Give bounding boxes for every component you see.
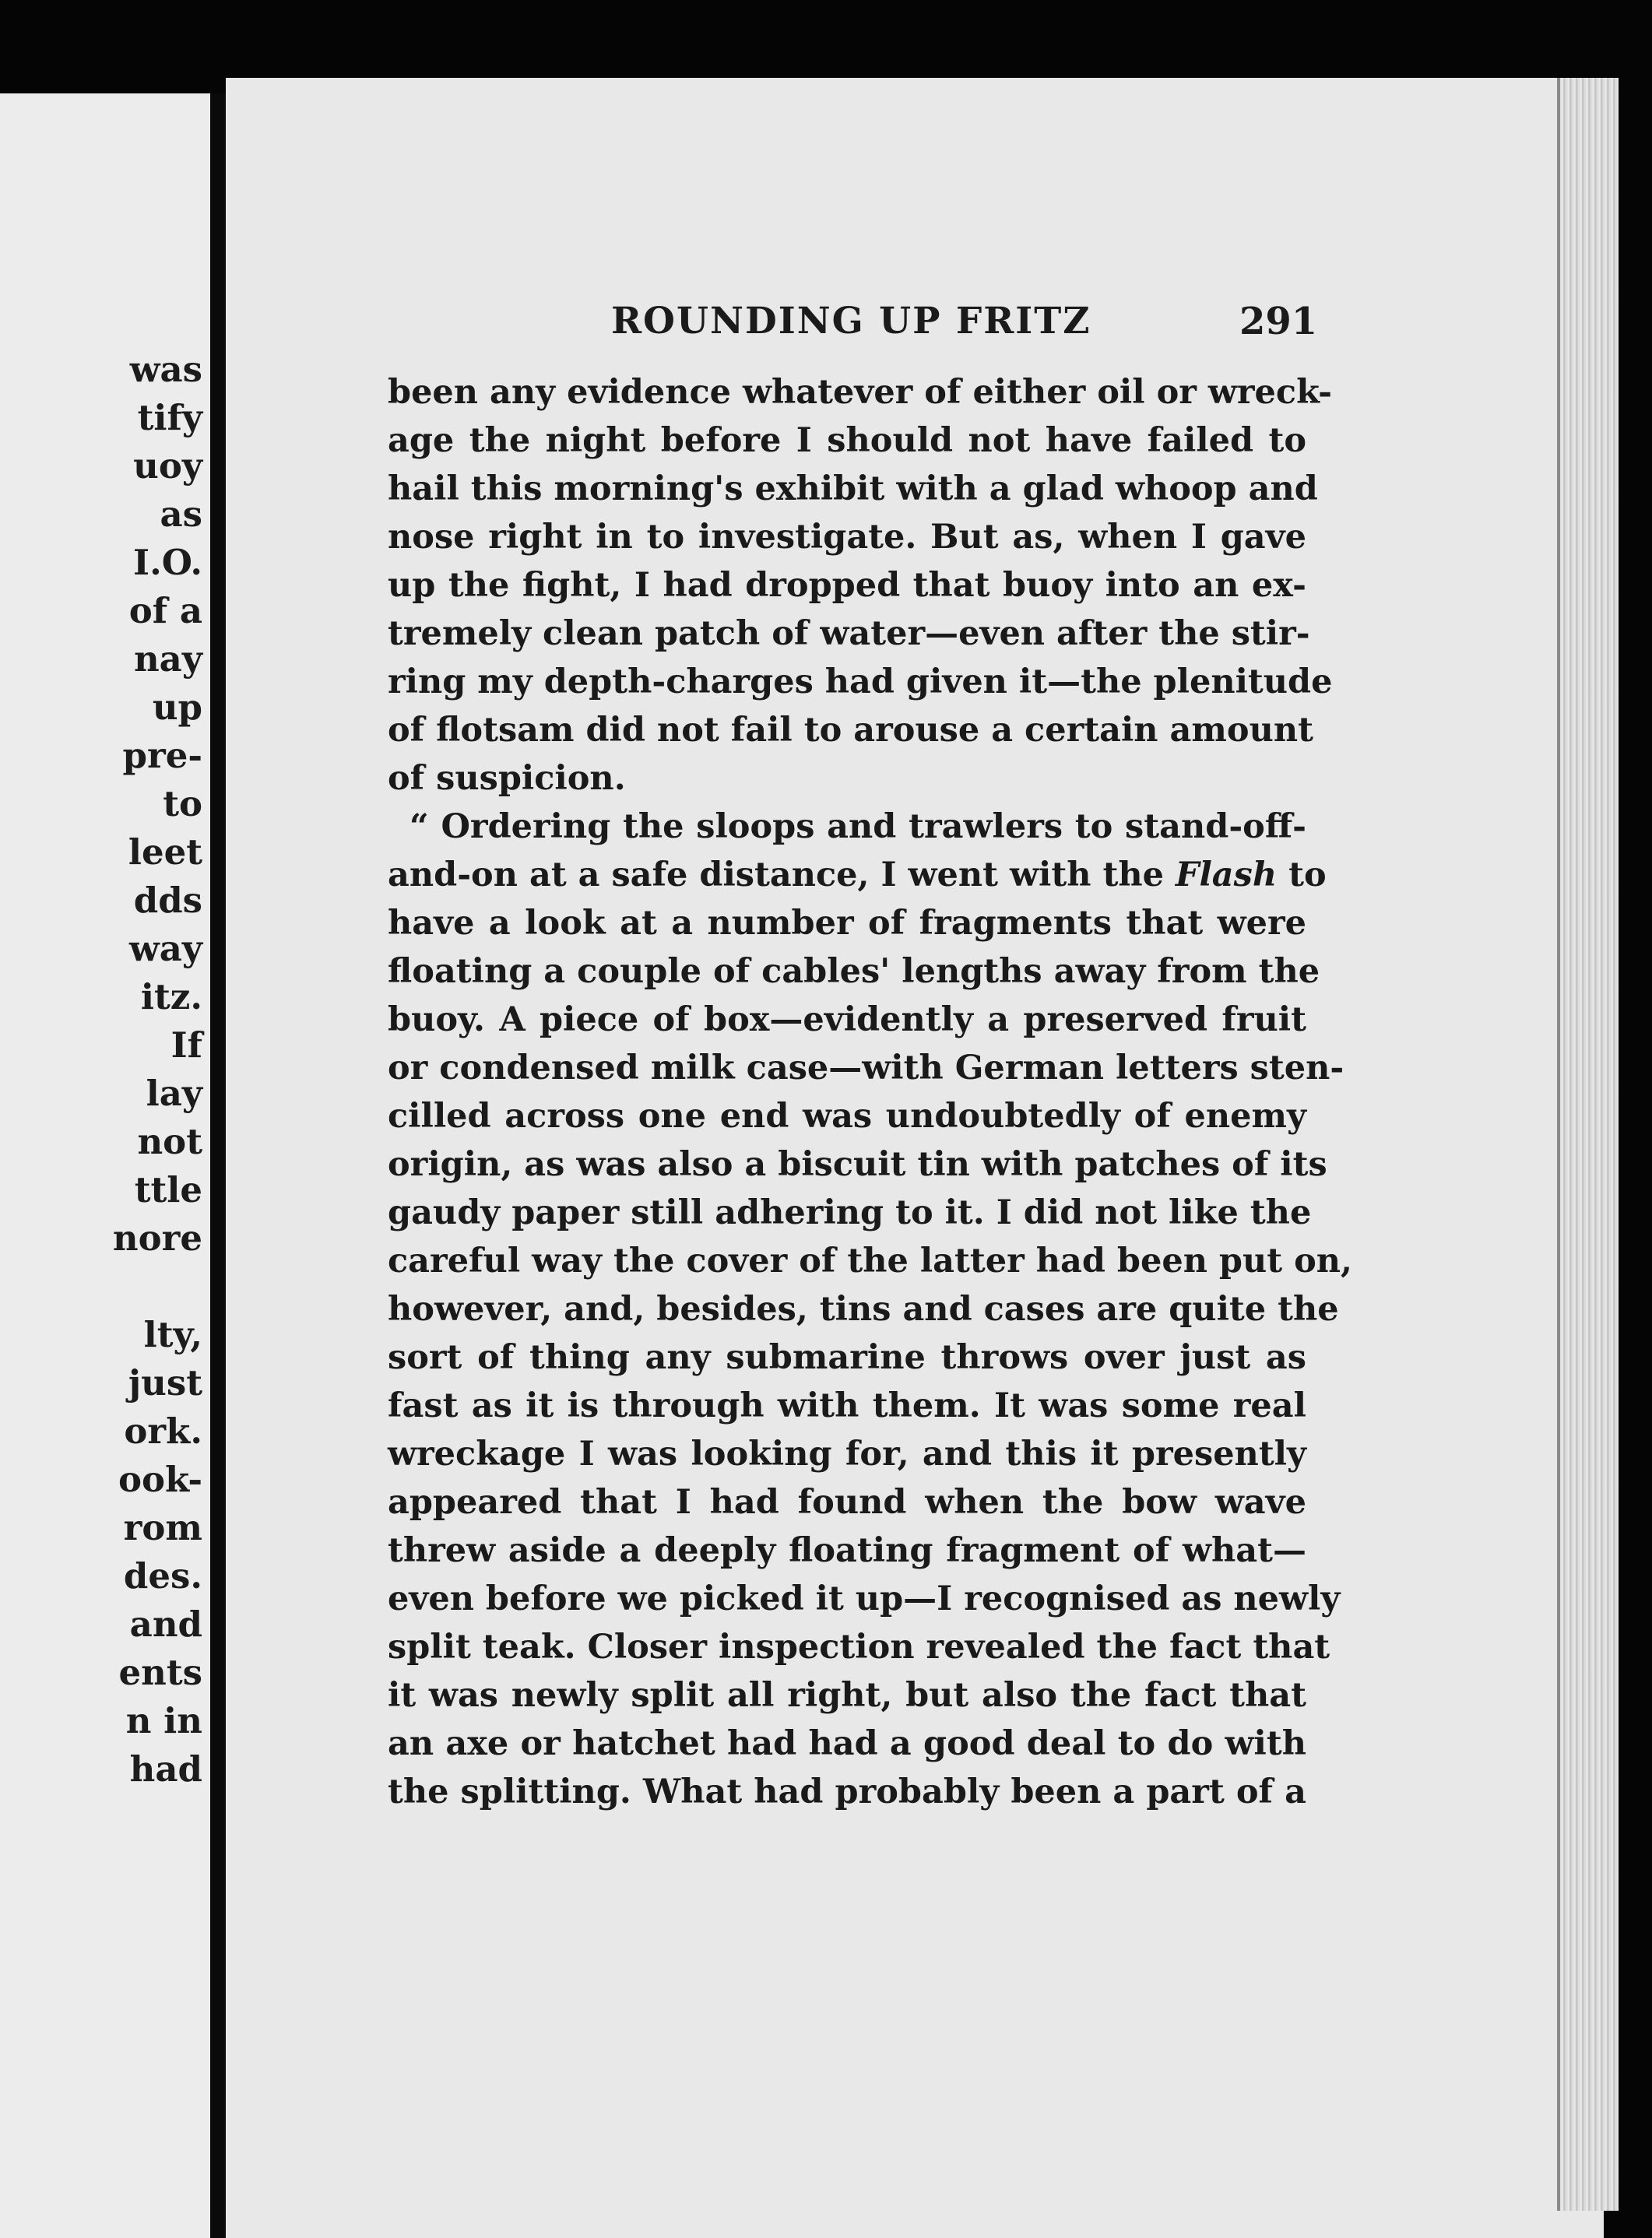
fragment-line: up: [152, 687, 202, 728]
text-line: have a look at a number of fragments that were: [388, 904, 1306, 943]
text-line: the splitting. What had probably been a part of a: [388, 1772, 1306, 1811]
text-line: been any evidence whatever of either oil or wreck-: [388, 373, 1332, 412]
text-line: hail this morning's exhibit with a glad whoop and: [388, 469, 1318, 508]
fragment-line: n in: [125, 1700, 202, 1741]
text-line: of suspicion.: [388, 759, 626, 798]
fragment-line: I.O.: [133, 542, 202, 583]
fragment-line: leet: [128, 831, 202, 873]
text-line: fast as it is through with them. It was some real: [388, 1386, 1306, 1425]
fragment-line: had: [129, 1748, 202, 1790]
text-line: tremely clean patch of water—even after the stir-: [388, 614, 1310, 653]
fragment-line: pre-: [122, 735, 202, 776]
fragment-line: way: [128, 928, 202, 969]
fragment-line: not: [137, 1121, 202, 1162]
fragment-line: nore: [112, 1217, 202, 1259]
fragment-line: des.: [123, 1555, 202, 1597]
text-line: even before we picked it up—I recognised as newly: [388, 1579, 1341, 1618]
text-line: appeared that I had found when the bow wave: [388, 1483, 1306, 1522]
fragment-line: dds: [133, 880, 202, 921]
fragment-line: ents: [118, 1652, 202, 1693]
text-line: of flotsam did not fail to arouse a certain amount: [388, 711, 1313, 750]
page-number: 291: [1239, 300, 1318, 343]
fragment-line: lty,: [143, 1314, 202, 1355]
text-line: split teak. Closer inspection revealed the fact that: [388, 1628, 1330, 1667]
text-line: age the night before I should not have failed to: [388, 421, 1306, 460]
fragment-line: was: [129, 349, 202, 390]
text-line: “ Ordering the sloops and trawlers to stand-off-: [409, 807, 1306, 846]
fragment-line: nay: [133, 638, 202, 680]
ship-name: Flash: [1175, 855, 1278, 894]
fragment-line: ork.: [124, 1411, 202, 1452]
text-line: wreckage I was looking for, and this it presently: [388, 1435, 1306, 1474]
text-line: cilled across one end was undoubtedly of enemy: [388, 1097, 1306, 1136]
previous-page-fragment: [0, 93, 210, 2238]
text-line: an axe or hatchet had had a good deal to do with: [388, 1724, 1306, 1763]
text-line: careful way the cover of the latter had been put on,: [388, 1242, 1353, 1281]
text-line: buoy. A piece of box—evidently a preserved fruit: [388, 1000, 1306, 1039]
page-edges: [1557, 78, 1619, 2211]
fragment-line: and: [129, 1604, 202, 1645]
fragment-line: just: [128, 1362, 202, 1404]
fragment-line: If: [170, 1024, 202, 1066]
text-line: ring my depth-charges had given it—the plenitude: [388, 662, 1333, 701]
text-line: or condensed milk case—with German letters sten-: [388, 1049, 1344, 1087]
text-line-with-ship-name: [388, 851, 1327, 899]
text-line: up the fight, I had dropped that buoy into an ex-: [388, 566, 1306, 605]
text-span: and-on at a safe distance, I went with the: [388, 855, 1164, 894]
fragment-line: tify: [137, 397, 202, 438]
text-line: origin, as was also a biscuit tin with patches of its: [388, 1145, 1327, 1184]
fragment-line: ook-: [118, 1459, 202, 1500]
text-line: however, and, besides, tins and cases are quite the: [388, 1290, 1339, 1329]
text-line: floating a couple of cables' lengths away from the: [388, 952, 1320, 991]
text-line: gaudy paper still adhering to it. I did not like the: [388, 1193, 1312, 1232]
running-title: ROUNDING UP FRITZ: [611, 300, 1091, 343]
fragment-line: lay: [146, 1073, 202, 1114]
fragment-line: as: [160, 494, 202, 535]
text-line: threw aside a deeply floating fragment of what—: [388, 1531, 1306, 1570]
fragment-line: to: [163, 783, 202, 824]
book-gutter: [210, 93, 226, 2238]
fragment-line: rom: [123, 1507, 202, 1548]
text-line: sort of thing any submarine throws over just as: [388, 1338, 1306, 1377]
text-line: nose right in to investigate. But as, when I gave: [388, 518, 1306, 557]
fragment-line: ttle: [134, 1169, 202, 1210]
fragment-line: uoy: [133, 445, 202, 487]
text-line: it was newly split all right, but also the fact that: [388, 1676, 1306, 1715]
fragment-line: itz.: [140, 976, 202, 1017]
fragment-line: of a: [128, 590, 202, 631]
text-span: to: [1288, 855, 1327, 894]
